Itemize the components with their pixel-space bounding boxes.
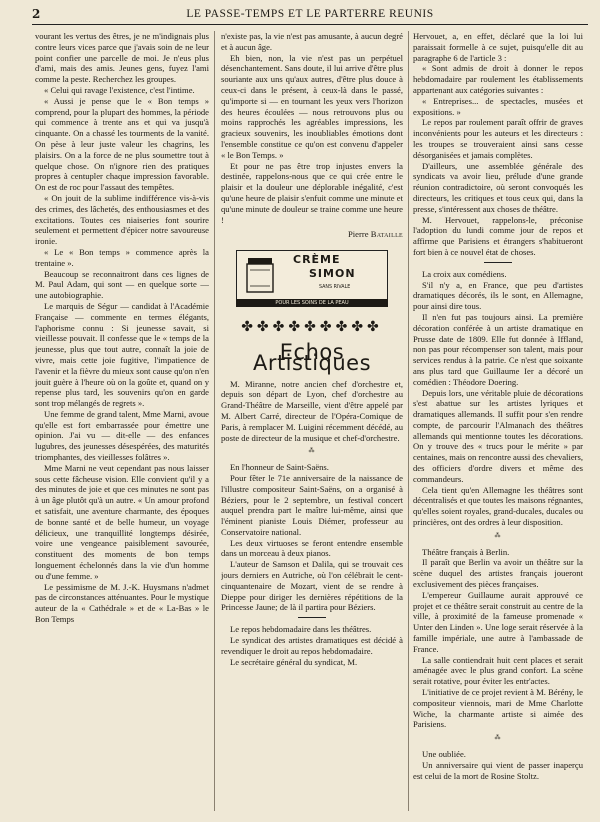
ad-line-3: SANS RIVALE	[319, 285, 351, 291]
ad-line-2: SIMON	[309, 267, 356, 281]
author-signature	[221, 229, 403, 240]
paragraph: La croix aux comédiens.	[422, 268, 507, 279]
paragraph: Depuis lors, une véritable pluie de décorations s'est abattue sur les artistes lyriques et dramatiques allemands. Il suffit pour s'en rendre compte, de parcourir l'Almanach des théâtres allemands qui mentionne toutes les décorations. On y trouve des « trucs pour le mérite » par centaines, mais on rencontre aussi des chevaliers, des officiers d'ordre divers et même des commandeurs.	[413, 387, 583, 484]
paragraph: n'existe pas, la vie n'est pas amusante, à aucun degré et à aucun âge.	[221, 31, 403, 52]
section-title: Echos Artistiques	[252, 339, 372, 375]
paragraph: M. Hervouet, rappelons-le, préconise l'adoption du lundi comme jour de repos et affirme que Parisiens et étrangers s'habitueront fort bien à ce nouvel état de choses.	[413, 214, 583, 257]
paragraph: S'il n'y a, en France, que peu d'artistes dramatiques décorés, ils le sont, en Allemagne, pour ainsi dire tous.	[413, 279, 583, 312]
paragraph: Eh bien, non, la vie n'est pas un perpétuel désenchantement. Sans doute, il lui arrive d'être plus souriante aux uns qu'aux autres, d'être plus douce à ceux-ci dans le présent, à ceux-là dans le passé, qu'importe si — en tournant les yeux vers l'horizon des heures écoulées — nous retrouvons plus ou moins rapprochés les agréables impressions, les gracieux souvenirs, les inoubliables émotions dont l'ensemble constitue ce qu'on est convenu d'appeler « le Bon Temps. »	[221, 52, 403, 160]
paragraph: L'auteur de Samson et Dalila, qui se trouvait ces jours derniers en Autriche, où l'on célébrait le cent-cinquantenaire de Mozart, vient de se rendre à Dieppe pour diriger les dernières répétitions de la Princesse Jaune; de là il partira pour Béziers.	[221, 559, 403, 613]
paragraph: Cela tient qu'en Allemagne les théâtres sont décentralisés et que toutes les maisons régnantes, qu'elles soient royales, grand-ducales, ducales ou princières, ont des ordres à leur disposition.	[413, 484, 583, 528]
running-title: LE PASSE-TEMPS ET LE PARTERRE REUNIS	[186, 8, 434, 20]
paragraph: Un anniversaire qui vient de passer inaperçu est celui de la mort de Rosine Stoltz.	[413, 759, 583, 781]
paragraph: « On jouit de la sublime indifférence vis-à-vis des crimes, des lâchetés, des enthousiasmes et des excitations. Toutes ces niaiseries font sourire seulement et permettent d'épicer notre savoureuse ironie.	[35, 192, 209, 247]
paragraph: « Entreprises... de spectacles, musées et expositions. »	[413, 95, 583, 117]
paragraph: Le repos hebdomadaire dans les théâtres.	[230, 624, 372, 635]
page-number: 2	[32, 7, 41, 21]
cream-jar-icon	[245, 256, 275, 294]
paragraph: « Le « Bon temps » commence après la trentaine ».	[35, 246, 209, 268]
paragraph: En l'honneur de Saint-Saëns.	[230, 462, 329, 473]
column-divider	[214, 31, 215, 811]
column-divider	[408, 31, 409, 811]
signature-first-name: Pierre	[348, 229, 369, 240]
paragraph: Une femme de grand talent, Mme Marni, avoue qu'elle est fort embarrassée pour émettre une opinion. J'ai vu — dit-elle — des enfances lugubres, des jeunesses désespérées, des maturités triomphantes, des vieillesses folâtres ».	[35, 408, 209, 463]
paragraph: Il paraît que Berlin va avoir un théâtre sur la scène duquel des artistes français joueront exclusivement des pièces françaises.	[413, 557, 583, 590]
paragraph: vourant les vertus des êtres, je ne m'indignais plus contre leurs vices parce que j'avais soin de ne leur point confier une parcelle de moi. Je n'eus plus d'ami, mais des amis. Jeunes gens, fuyez l'ami comme la peste. Recherchez les groupes.	[35, 31, 209, 85]
short-rule	[298, 617, 326, 618]
paragraph: Le secrétaire général du syndicat, M.	[230, 656, 358, 667]
paragraph: Une oubliée.	[422, 749, 466, 759]
paragraph: « Celui qui ravage l'existence, c'est l'intime.	[44, 84, 195, 95]
signature-last-name: Bataille	[370, 229, 403, 240]
column-3	[413, 31, 583, 811]
paragraph: Théâtre français à Berlin.	[422, 546, 510, 557]
paragraph: L'empereur Guillaume aurait approuvé ce projet et ce théâtre serait construit au centre de la ville, à proximité de la fameuse promenade « Unter den Linden ». Une loge serait réservée à la famille impériale, une autre à l'ambassade de France.	[413, 589, 583, 654]
separator-asterism: ⁂	[494, 735, 502, 742]
paragraph: Le syndicat des artistes dramatiques est décidé à revendiquer le droit au repos hebdomadaire.	[221, 635, 403, 656]
paragraph: D'ailleurs, une assemblée générale des syndicats va avoir lieu, prélude d'une grande réunion contradictoire, où seront convoqués les directeurs, les critiques et tous ceux qui, dans la presse, s'intéressent aux choses de théâtre.	[413, 160, 583, 214]
column-1	[35, 31, 209, 811]
paragraph: « Sont admis de droit à donner le repos hebdomadaire par roulement les établissements appartenant aux catégories suivantes :	[413, 63, 583, 95]
separator-asterism: ⁂	[308, 448, 316, 455]
page-header	[32, 6, 588, 25]
paragraph: Le repos par roulement paraît offrir de graves inconvénients pour les auteurs et les directeurs : les troupes se trouveraient ainsi sans cesse désorganisées et jamais complètes.	[413, 117, 583, 160]
paragraph: Hervouet, a, en effet, déclaré que la loi lui paraissait formelle à ce sujet, puisqu'elle dit au paragraphe 6 de l'article 3 :	[413, 31, 583, 63]
paragraph: Le pessimisme de M. J.-K. Huysmans n'admet pas de circonstances atténuantes. Pour le mystique auteur de la « Cathédrale » et de « La-Bas » le Bon Temps	[35, 581, 209, 625]
paragraph: Il n'en fut pas toujours ainsi. La première décoration conférée à un artiste dramatique en Prusse date de 1809. Elle fut donnée à Iffland, non pas pour récompenser son talent, mais pour services rendus à la patrie. Ce n'est que soixante ans plus tard que Guillaume Ier a décoré un comédien : Théodore Doering.	[413, 311, 583, 387]
paragraph: Beaucoup se reconnaitront dans ces lignes de M. Paul Adam, qui sont — en quelque sorte — une autobiographie.	[35, 268, 209, 301]
paragraph: Mme Marni ne veut cependant pas nous laisser sous cette fâcheuse vision. Elle convient qu'il y a des minutes de joie et que ces minutes ne sont pas à un âge plutôt qu'à un autre. « Un amour profond et satisfait, une aventure charmante, des époques de bonne santé et de belle humeur, un voyage délicieux, une tranquillité longtemps désirée, voire une vengeance paisiblement savourée, constituent des moments de bon temps longuement échelonnés dans la vie d'un homme ou d'une femme. »	[35, 462, 209, 581]
paragraph: Le marquis de Ségur — candidat à l'Académie Française — commente en termes élégants, l'aphorisme connu : Si jeunesse savait, si vieillesse pouvait. Il confesse que le « temps de la jeunesse, plus que tout autre, connaît la joie de vivre, mais cette joie fugitive, l'impatience de l'avenir et la fièvre du mieux sont cause qu'on n'en jouit guère à l'heure où on la goûte et, quand on y repense plus tard, les souvenirs qu'on en garde sont trop mélangés de regrets ».	[35, 300, 209, 409]
paragraph: Les deux virtuoses se feront entendre ensemble dans un morceau à deux pianos.	[221, 537, 403, 559]
paragraph: La salle contiendrait huit cent places et serait aménagée avec le plus grand confort. La scène serait rotative, pour éviter les entr'actes.	[413, 654, 583, 687]
paragraph: Et pour ne pas être trop injustes envers la destinée, rappelons-nous que ce qui crée entre le plaisir et la douleur une déplorable inégalité, c'est qu'une heure de plaisir s'enfuit comme une minute et qu'une minute de douleur se traine comme une heure !	[221, 160, 403, 225]
decorative-ornament: ✤✤✤✤✤✤✤✤✤	[241, 319, 383, 336]
column-2	[221, 31, 403, 811]
paragraph: « Aussi je pense que le « Bon temps » comprend, pour la plupart des hommes, la période qui commence à trente ans et qui va jusqu'à cinquante. On a chassé les tourments de la vanité. On pèse à leur juste valeur les chagrins, les plaisirs. On a la force de ne plus soumettre tout à quelque chose. On n'ignore rien des pratiques propres à centupler chaque impression favorable. On est de roc pour l'assaut des tempêtes.	[35, 95, 209, 193]
short-rule	[484, 262, 512, 263]
paragraph: M. Miranne, notre ancien chef d'orchestre et, depuis son départ de Lyon, chef d'orchestre au Grand-Théâtre de Marseille, vient d'être appelé par M. Albert Carré, directeur de l'Opéra-Comique de Paris, à remplacer M. Luigini récemment décédé, au poste de directeur de la musique et chef-d'orchestre.	[221, 378, 403, 443]
ad-line-4: POUR LES SOINS DE LA PEAU	[236, 299, 388, 307]
paragraph: Pour fêter le 71e anniversaire de la naissance de l'illustre compositeur Saint-Saëns, on a organisé à Béziers, pour le 2 septembre, un festival concert auquel prendra part le maître lui-même, ainsi que l'éminent pianiste Louis Diémer, professeur au Conservatoire national.	[221, 472, 403, 537]
ad-line-1: CRÈME	[293, 253, 341, 267]
advertisement-creme-simon	[236, 250, 388, 307]
paragraph: L'initiative de ce projet revient à M. Bérény, le compositeur viennois, mari de Mme Charlotte Wiche, la charmante artiste si aimée des Parisiens.	[413, 687, 583, 730]
separator-asterism: ⁂	[494, 532, 502, 539]
